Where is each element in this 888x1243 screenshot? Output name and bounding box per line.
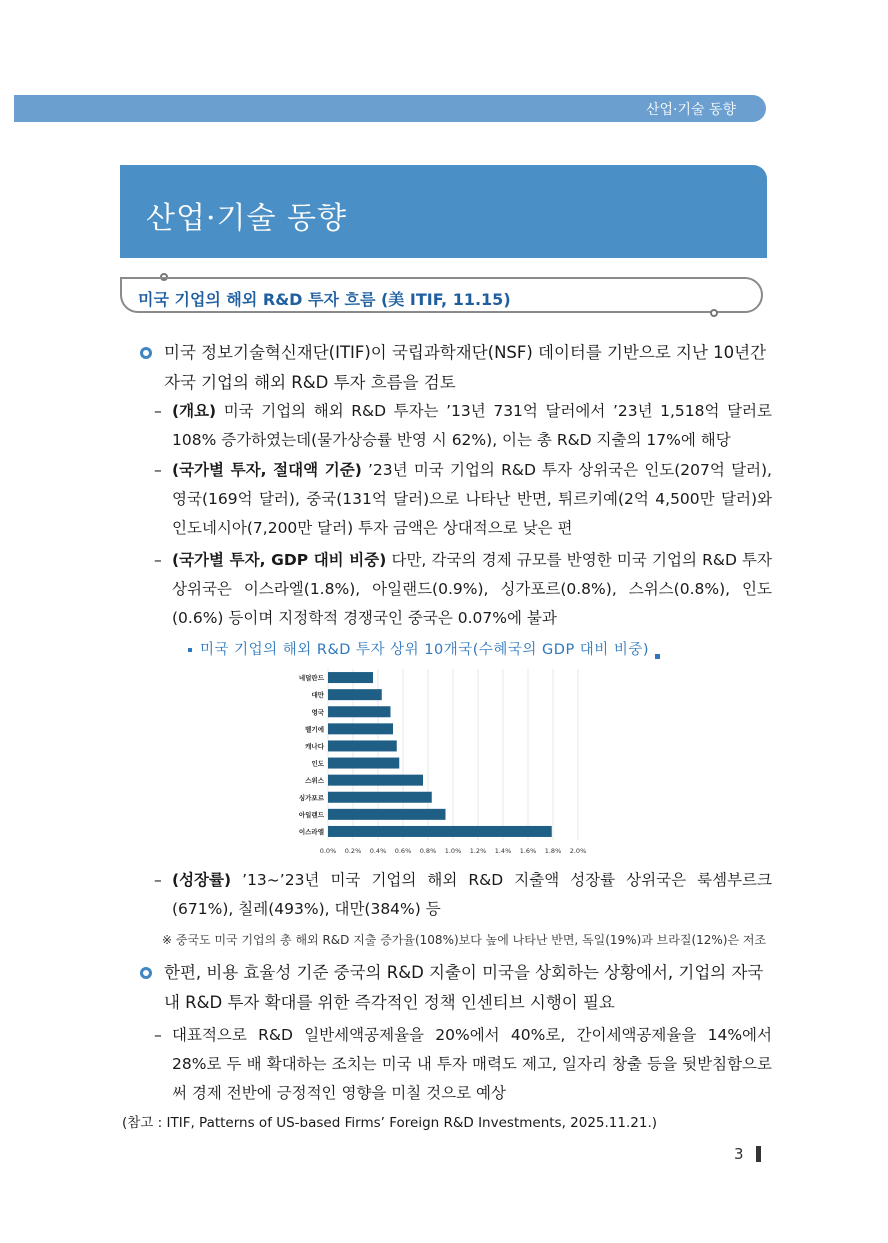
category-label: 캐나다 xyxy=(305,742,324,751)
item-gdp xyxy=(152,546,772,633)
item-overview xyxy=(152,397,772,455)
bar-7 xyxy=(328,775,423,786)
bar-chart xyxy=(298,664,598,859)
section-label: 산업·기술 동향 xyxy=(645,102,736,118)
bar-2 xyxy=(328,689,382,700)
dash-mark: – xyxy=(154,551,162,569)
x-tick-label: 1.2% xyxy=(469,847,487,855)
item-absolute-label: (국가별 투자, 절대액 기준) xyxy=(172,461,362,479)
article-subtitle: 미국 기업의 해외 R&D 투자 흐름 (美 ITIF, 11.15) xyxy=(138,290,511,309)
footnote: ※ 중국도 미국 기업의 총 해외 R&D 지출 증가율(108%)보다 높에 나타난 반면, 독일(19%)과 브라질(12%)은 저조 xyxy=(162,933,767,947)
page-number: 3 xyxy=(734,1145,744,1163)
subtitle-box xyxy=(120,277,763,313)
bar-1 xyxy=(328,672,373,683)
dash-mark: – xyxy=(154,461,162,479)
category-label: 아일랜드 xyxy=(298,810,324,819)
x-tick-label: 1.0% xyxy=(444,847,462,855)
bullet-intro-line2: 자국 기업의 해외 R&D 투자 흐름을 검토 xyxy=(164,373,456,392)
item-policy xyxy=(152,1021,772,1108)
square-bullet-icon xyxy=(188,648,192,652)
category-label: 대만 xyxy=(311,691,324,700)
circle-bullet-icon xyxy=(140,967,152,979)
x-tick-label: 2.0% xyxy=(569,847,587,855)
x-tick-label: 1.6% xyxy=(519,847,537,855)
item-absolute xyxy=(152,456,772,543)
item-gdp-label: (국가별 투자, GDP 대비 비중) xyxy=(172,551,387,569)
item-growth-text: ’13~’23년 미국 기업의 해외 R&D 지출액 성장률 상위국은 룩셈부르크(671%), 칠레(493%), 대만(384%) 등 xyxy=(172,871,772,918)
category-label: 스위스 xyxy=(305,776,324,785)
x-tick-label: 0.0% xyxy=(319,847,337,855)
x-tick-label: 0.8% xyxy=(419,847,437,855)
reference: (참고 : ITIF, Patterns of US-based Firms’ Foreign R&D Investments, 2025.11.21.) xyxy=(122,1115,658,1131)
dash-mark: – xyxy=(154,1026,162,1044)
bar-9 xyxy=(328,809,446,820)
bullet-intro xyxy=(140,338,780,398)
x-tick-label: 1.4% xyxy=(494,847,512,855)
top-section-band xyxy=(14,95,766,122)
category-label: 이스라엘 xyxy=(298,827,324,836)
bullet-policy-line2: 내 R&D 투자 확대를 위한 즉각적인 정책 인센티브 시행이 필요 xyxy=(164,993,615,1012)
category-label: 영국 xyxy=(311,708,324,717)
x-tick-label: 0.2% xyxy=(344,847,362,855)
item-policy-text: 대표적으로 R&D 일반세액공제율을 20%에서 40%로, 간이세액공제율을 14%에서 28%로 두 배 확대하는 조치는 미국 내 투자 매력도 제고, 일자리 창출 등을 뒷받침함으로써 경제 전반에 긍정적인 영향을 미칠 것으로 예상 xyxy=(172,1026,772,1102)
bullet-policy-line1: 한편, 비용 효율성 기준 중국의 R&D 지출이 미국을 상회하는 상황에서, 기업의 자국 xyxy=(164,963,764,982)
circle-bullet-icon xyxy=(140,347,152,359)
page-title: 산업·기술 동향 xyxy=(146,201,347,236)
x-tick-label: 1.8% xyxy=(544,847,562,855)
bar-3 xyxy=(328,706,391,717)
caption-end-mark xyxy=(655,654,660,659)
category-label: 벨기에 xyxy=(305,725,324,734)
x-tick-label: 0.6% xyxy=(394,847,412,855)
bullet-policy xyxy=(140,958,780,1018)
subtitle-knob-right xyxy=(710,309,718,317)
dash-mark: – xyxy=(154,402,162,420)
title-banner xyxy=(120,165,767,258)
item-gdp-text: 다만, 각국의 경제 규모를 반영한 미국 기업의 R&D 투자 상위국은 이스라엘(1.8%), 아일랜드(0.9%), 싱가포르(0.8%), 스위스(0.8%), 인도(0.6%) 등이며 지정학적 경쟁국인 중국은 0.07%에 불과 xyxy=(172,551,772,627)
item-growth-label: (성장률) xyxy=(172,871,232,889)
item-overview-text: 미국 기업의 해외 R&D 투자는 ’13년 731억 달러에서 ’23년 1,518억 달러로 108% 증가하였는데(물가상승률 반영 시 62%), 이는 총 R&D 지출의 17%에 해당 xyxy=(172,402,772,449)
category-label: 네덜란드 xyxy=(298,674,324,683)
x-tick-label: 0.4% xyxy=(369,847,387,855)
category-label: 싱가포르 xyxy=(298,793,324,802)
item-growth xyxy=(152,866,772,924)
bar-10 xyxy=(328,826,552,837)
bullet-intro-line1: 미국 정보기술혁신재단(ITIF)이 국립과학재단(NSF) 데이터를 기반으로 지난 10년간 xyxy=(164,343,767,362)
chart-caption-text: 미국 기업의 해외 R&D 투자 상위 10개국(수혜국의 GDP 대비 비중) xyxy=(200,642,650,658)
bar-5 xyxy=(328,740,397,751)
page-marker xyxy=(756,1146,761,1162)
item-absolute-text: ’23년 미국 기업의 R&D 투자 상위국은 인도(207억 달러), 영국(169억 달러), 중국(131억 달러)으로 나타난 반면, 튀르키예(2억 4,500만 달러)와 인도네시아(7,200만 달러) 투자 금액은 상대적으로 낮은 편 xyxy=(172,461,772,537)
bar-6 xyxy=(328,758,399,769)
dash-mark: – xyxy=(154,871,162,889)
bar-8 xyxy=(328,792,432,803)
category-label: 인도 xyxy=(311,759,324,768)
bar-4 xyxy=(328,723,393,734)
item-overview-label: (개요) xyxy=(172,402,217,420)
chart-caption xyxy=(188,638,660,659)
